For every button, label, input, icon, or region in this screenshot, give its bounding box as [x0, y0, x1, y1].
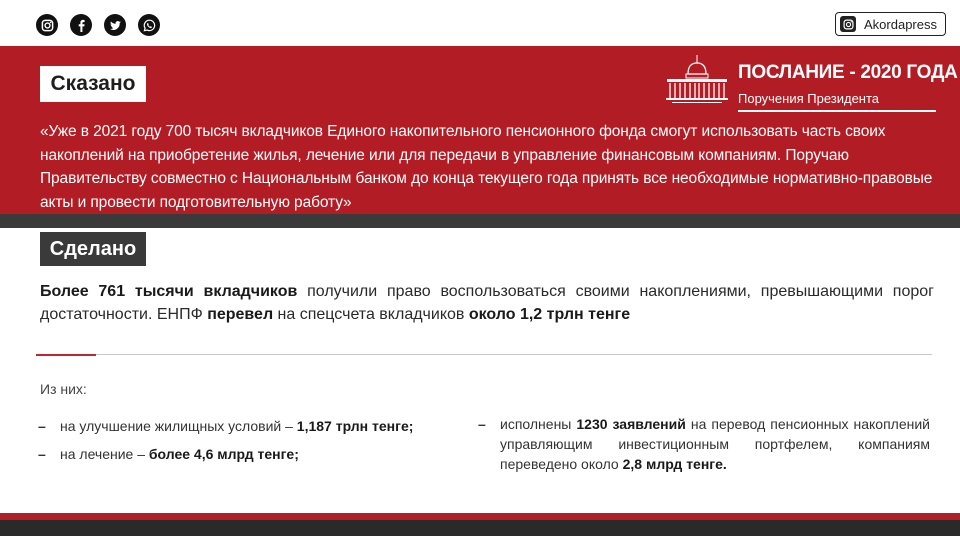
divider-accent [36, 354, 96, 356]
done-summary [40, 280, 934, 326]
text-run: на лечение – [60, 446, 149, 462]
breakdown-item-text [38, 416, 468, 436]
bold-text-run: 1230 заявлений [576, 416, 686, 432]
message-subtitle: Поручения Президента [738, 91, 880, 106]
section-divider-band [0, 214, 960, 228]
breakdown-item-treatment [38, 444, 468, 464]
text-run: получили право воспользоваться своими накоплениями, превышающими порог достаточности. ЕНПФ [40, 283, 934, 323]
text-run: на улучшение жилищных условий – [60, 418, 297, 434]
twitter-icon[interactable] [104, 14, 126, 36]
account-handle-badge [835, 12, 946, 36]
breakdown-item-text [38, 444, 468, 464]
bold-text-run: около 1,2 трлн тенге [468, 306, 631, 323]
whatsapp-icon[interactable] [138, 14, 160, 36]
text-run: на перевод пенсионных накоплений управляющим инвестиционным портфелем, компаниям переведено около [500, 416, 931, 472]
message-title: ПОСЛАНИЕ - 2020 ГОДА [738, 62, 958, 83]
dash-bullet: – [478, 416, 486, 432]
instagram-icon [840, 16, 856, 32]
facebook-icon[interactable] [70, 14, 92, 36]
breakdown-label: Из них: [40, 381, 87, 397]
bold-text-run: перевел [207, 306, 274, 323]
account-handle: Akordapress [864, 16, 937, 32]
done-label: Сделано [40, 232, 146, 266]
instagram-icon[interactable] [36, 14, 58, 36]
message-underline [738, 110, 936, 112]
breakdown-item-text [478, 414, 930, 474]
bold-text-run: 1,187 трлн тенге; [296, 418, 414, 434]
text-run: исполнены [500, 416, 577, 432]
text-run: на спецсчета вкладчиков [273, 306, 469, 323]
said-label: Сказано [40, 66, 146, 102]
footer-accent-band [0, 513, 960, 520]
bold-text-run: 2,8 млрд тенге. [622, 456, 727, 472]
dash-bullet: – [38, 418, 46, 434]
akorda-building-icon [664, 54, 730, 106]
breakdown-item-transfers [478, 414, 930, 474]
footer-band [0, 520, 960, 536]
bold-text-run: Более 761 тысячи вкладчиков [40, 283, 298, 300]
president-quote: «Уже в 2021 году 700 тысяч вкладчиков Единого накопительного пенсионного фонда смогут использовать часть своих накоплений на приобретение жилья, лечение или для передачи в управление финансовым компаниям. Поручаю Правительству совместно с Национальным банком до конца текущего года принять все необходимые нормативно-правовые акты и провести подготовительную работу» [40, 123, 933, 211]
bold-text-run: более 4,6 млрд тенге; [148, 446, 299, 462]
divider-line [96, 354, 932, 355]
breakdown-item-housing [38, 416, 468, 436]
social-links [36, 14, 160, 36]
dash-bullet: – [38, 446, 46, 462]
